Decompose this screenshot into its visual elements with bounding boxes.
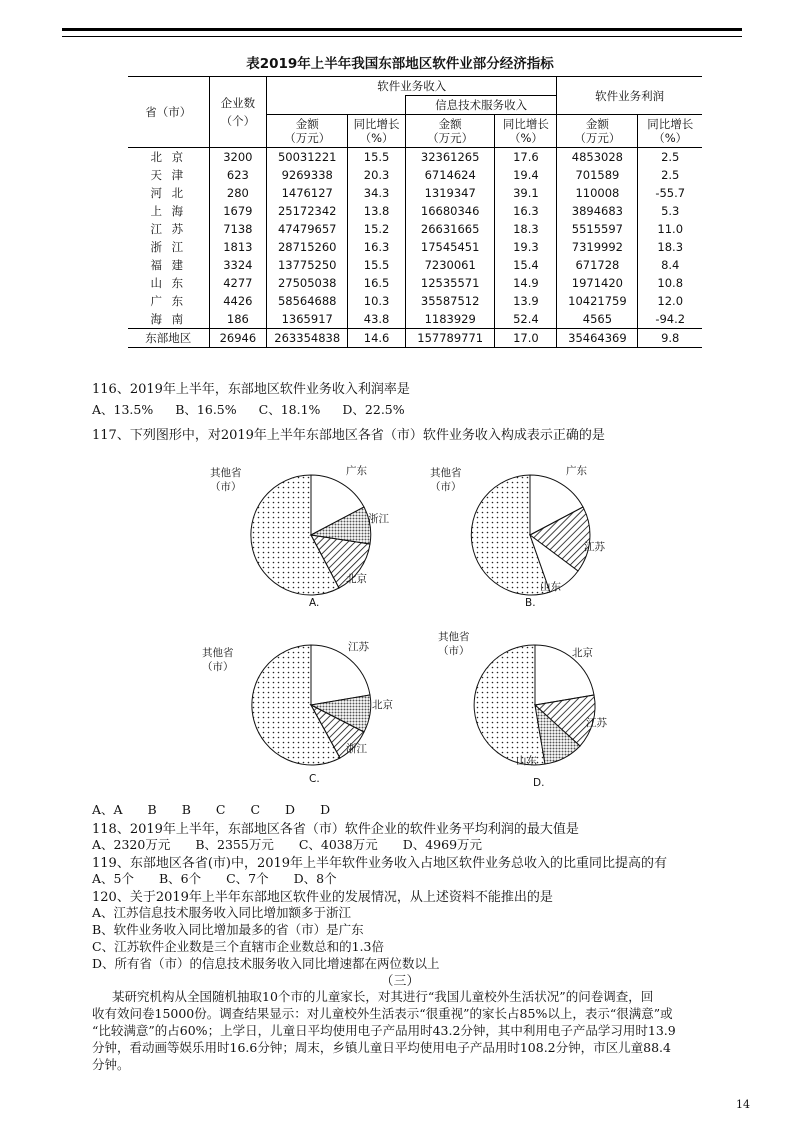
table-cell-rev_g: 10.3 [348, 292, 406, 310]
table-cell-rev_g: 34.3 [348, 184, 406, 202]
table-cell-rev: 50031221 [267, 148, 348, 167]
q120-stem: 120、关于2019年上半年东部地区软件业的发展情况，从上述资料不能推出的是 [92, 890, 553, 905]
table-cell-it_g: 19.3 [495, 238, 557, 256]
table-cell-it_g: 39.1 [495, 184, 557, 202]
pie-c-label-2: 北京 [372, 699, 393, 711]
table-cell-count: 1813 [209, 238, 267, 256]
table-cell-rev_g: 20.3 [348, 166, 406, 184]
pie-chart-c [196, 630, 396, 785]
header-profit: 软件业务利润 [557, 77, 702, 115]
table-header-row-3: 金额 （万元） 同比增长 （%） 金额 （万元） 同比增长 （%） 金额 （万元） 同比增长 （%） [128, 115, 702, 148]
pie-c-caption: C. [309, 773, 320, 785]
table-cell-rev_g: 16.5 [348, 274, 406, 292]
pie-chart-d [420, 630, 620, 790]
table-row [128, 184, 702, 202]
table-cell-name: 广 东 [150, 294, 187, 308]
table-cell-rev: 47479657 [267, 220, 348, 238]
header-it-service: 信息技术服务收入 [405, 96, 556, 115]
pie-a-label-2: 浙江 [368, 513, 389, 525]
section-paragraph-line-5: 分钟。 [92, 1057, 130, 1072]
header-province: 省（市） [128, 77, 209, 148]
q116-option-c[interactable]: C、18.1% [258, 402, 321, 417]
q119-stem: 119、东部地区各省(市)中，2019年上半年软件业务收入占地区软件业务总收入的比重同比提高的有 [92, 856, 668, 871]
table-cell-rev: 58564688 [267, 292, 348, 310]
table-row [128, 220, 702, 238]
table-row [128, 292, 702, 310]
table-cell-rev_g: 43.8 [348, 310, 406, 329]
pie-d-caption: D. [533, 777, 545, 789]
table-cell-profit: 10421759 [557, 292, 638, 310]
table-cell-count: 280 [209, 184, 267, 202]
section-paragraph-line-4: 分钟，看动画等娱乐用时16.6分钟；周末，乡镇儿童日平均使用电子产品用时108.2分钟，市区儿童88.4 [92, 1040, 671, 1055]
table-cell-it_g: 17.6 [495, 148, 557, 167]
table-cell-name: 福 建 [150, 258, 187, 272]
q116-options [92, 400, 405, 418]
table-cell-it: 1319347 [405, 184, 495, 202]
q116-option-b[interactable]: B、16.5% [175, 402, 237, 417]
pie-d-label-3: 山东 [516, 755, 537, 767]
table-cell-rev: 27505038 [267, 274, 348, 292]
table-cell-rev_g: 13.8 [348, 202, 406, 220]
pie-b-caption: B. [525, 597, 536, 609]
table-row [128, 166, 702, 184]
table-row [128, 256, 702, 274]
table-cell-it: 17545451 [405, 238, 495, 256]
table-cell-it: 32361265 [405, 148, 495, 167]
pie-d-label-other: 其他省 [438, 631, 470, 643]
svg-text:（市）: （市） [202, 661, 234, 673]
table-cell-it: 7230061 [405, 256, 495, 274]
table-cell-name: 天 津 [150, 168, 187, 182]
table-cell-profit: 701589 [557, 166, 638, 184]
table-row [128, 274, 702, 292]
table-cell-count: 4426 [209, 292, 267, 310]
economic-indicators-table [128, 76, 702, 348]
table-cell-profit_g: -55.7 [638, 184, 702, 202]
table-cell-rev: 1476127 [267, 184, 348, 202]
table-cell-profit_g: 10.8 [638, 274, 702, 292]
pie-a-label-3: 北京 [346, 573, 367, 585]
table-cell-profit_g: 11.0 [638, 220, 702, 238]
table-cell-it_g: 16.3 [495, 202, 557, 220]
pie-a-caption: A. [309, 597, 320, 609]
table-cell-it: 35587512 [405, 292, 495, 310]
q116-option-d[interactable]: D、22.5% [342, 402, 405, 417]
q120-option-d[interactable]: D、所有省（市）的信息技术服务收入同比增速都在两位数以上 [92, 956, 440, 971]
table-cell-name: 北 京 [150, 150, 187, 164]
table-cell-it: 1183929 [405, 310, 495, 329]
table-cell-it_g: 18.3 [495, 220, 557, 238]
table-cell-profit_g: 12.0 [638, 292, 702, 310]
pie-b-label-other: 其他省 [430, 467, 462, 479]
q118-options[interactable]: A、2320万元 B、2355万元 C、4038万元 D、4969万元 [92, 837, 483, 852]
table-cell-count: 3324 [209, 256, 267, 274]
table-cell-count: 7138 [209, 220, 267, 238]
q118-stem: 118、2019年上半年，东部地区各省（市）软件企业的软件业务平均利润的最大值是 [92, 822, 579, 837]
table-cell-name: 山 东 [150, 276, 187, 290]
table-row [128, 238, 702, 256]
q117-options[interactable]: A、A B B C C D D [92, 802, 331, 817]
table-row [128, 148, 702, 167]
table-total-row: 东部地区 26946 263354838 14.6 157789771 17.0 35464369 9.8 [128, 329, 702, 348]
pie-b-slices [471, 475, 590, 595]
table-cell-count: 4277 [209, 274, 267, 292]
pie-c-label-1: 江苏 [348, 641, 369, 653]
table-cell-name: 上 海 [150, 204, 187, 218]
table-cell-rev_g: 15.5 [348, 148, 406, 167]
table-cell-rev: 9269338 [267, 166, 348, 184]
section-paragraph-line-1: 某研究机构从全国随机抽取10个市的儿童家长，对其进行“我国儿童校外生活状况”的问卷调查，回 [112, 989, 654, 1004]
q116-option-a[interactable]: A、13.5% [92, 402, 154, 417]
q120-option-b[interactable]: B、软件业务收入同比增加最多的省（市）是广东 [92, 922, 364, 937]
table-cell-it_g: 15.4 [495, 256, 557, 274]
q119-options[interactable]: A、5个 B、6个 C、7个 D、8个 [92, 871, 337, 886]
table-cell-it_g: 52.4 [495, 310, 557, 329]
pie-d-slices [474, 645, 595, 765]
table-cell-profit_g: 18.3 [638, 238, 702, 256]
table-cell-name: 海 南 [150, 312, 187, 326]
table-header-row-1 [128, 77, 702, 96]
pie-c-label-3: 浙江 [346, 743, 367, 755]
q117-stem: 117、下列图形中，对2019年上半年东部地区各省（市）软件业务收入构成表示正确的是 [92, 428, 605, 443]
table-cell-profit: 4565 [557, 310, 638, 329]
table-cell-rev_g: 15.2 [348, 220, 406, 238]
table-cell-rev_g: 15.5 [348, 256, 406, 274]
table-body [128, 148, 702, 329]
q120-option-a[interactable]: A、江苏信息技术服务收入同比增加额多于浙江 [92, 905, 352, 920]
table-cell-rev: 25172342 [267, 202, 348, 220]
table-cell-rev: 13775250 [267, 256, 348, 274]
table-cell-profit: 5515597 [557, 220, 638, 238]
table-cell-profit_g: 2.5 [638, 148, 702, 167]
pie-b-label-2: 江苏 [584, 541, 605, 553]
pie-chart-b [420, 460, 620, 610]
pie-a-label-1: 广东 [346, 465, 367, 477]
pie-b-label-3: 山东 [540, 581, 561, 593]
section-heading: （三） [380, 974, 420, 989]
table-row [128, 202, 702, 220]
table-cell-it: 12535571 [405, 274, 495, 292]
table-cell-it_g: 19.4 [495, 166, 557, 184]
page-number: 14 [736, 1098, 750, 1111]
table-cell-profit_g: 8.4 [638, 256, 702, 274]
table-cell-name: 江 苏 [150, 222, 187, 236]
table-cell-profit: 1971420 [557, 274, 638, 292]
table-cell-it_g: 13.9 [495, 292, 557, 310]
q120-option-c[interactable]: C、江苏软件企业数是三个直辖市企业数总和的1.3倍 [92, 939, 384, 954]
header-enterprises: 企业数 （个） [209, 77, 267, 148]
table-cell-profit_g: 2.5 [638, 166, 702, 184]
table-cell-it_g: 14.9 [495, 274, 557, 292]
table-cell-it: 16680346 [405, 202, 495, 220]
pie-b-label-1: 广东 [566, 465, 587, 477]
table-cell-count: 3200 [209, 148, 267, 167]
pie-chart-a [196, 460, 396, 610]
table-cell-profit: 3894683 [557, 202, 638, 220]
q116-stem: 116、2019年上半年，东部地区软件业务收入利润率是 [92, 382, 410, 397]
table-cell-name: 浙 江 [150, 240, 187, 254]
table-cell-name: 河 北 [150, 186, 187, 200]
pie-d-label-1: 北京 [572, 647, 593, 659]
table-cell-profit_g: -94.2 [638, 310, 702, 329]
table-cell-it: 6714624 [405, 166, 495, 184]
section-paragraph-line-2: 收有效问卷15000份。调查结果显示：对儿童校外生活表示“很重视”的家长占85%以上，表示“很满意”或 [92, 1006, 673, 1021]
table-cell-profit: 671728 [557, 256, 638, 274]
table-cell-it: 26631665 [405, 220, 495, 238]
table-cell-count: 623 [209, 166, 267, 184]
table-row [128, 310, 702, 329]
table-cell-profit_g: 5.3 [638, 202, 702, 220]
pie-d-label-2: 江苏 [586, 717, 607, 729]
pie-c-label-other: 其他省 [202, 647, 234, 659]
table-cell-rev_g: 16.3 [348, 238, 406, 256]
table-cell-count: 1679 [209, 202, 267, 220]
header-revenue: 软件业务收入 [267, 77, 557, 96]
pie-a-label-other: 其他省 [210, 467, 242, 479]
svg-text:（市）: （市） [210, 481, 242, 493]
section-paragraph-line-3: “比较满意”的占60%；上学日，儿童日平均使用电子产品用时43.2分钟，其中利用电子产品学习用时13.9 [92, 1023, 676, 1038]
svg-text:（市）: （市） [438, 645, 470, 657]
svg-text:（市）: （市） [430, 481, 462, 493]
header-rule [62, 28, 742, 37]
table-cell-rev: 28715260 [267, 238, 348, 256]
table-cell-profit: 110008 [557, 184, 638, 202]
table-cell-count: 186 [209, 310, 267, 329]
table-cell-profit: 4853028 [557, 148, 638, 167]
table-cell-rev: 1365917 [267, 310, 348, 329]
table-title: 表2019年上半年我国东部地区软件业部分经济指标 [246, 56, 554, 72]
table-cell-profit: 7319992 [557, 238, 638, 256]
